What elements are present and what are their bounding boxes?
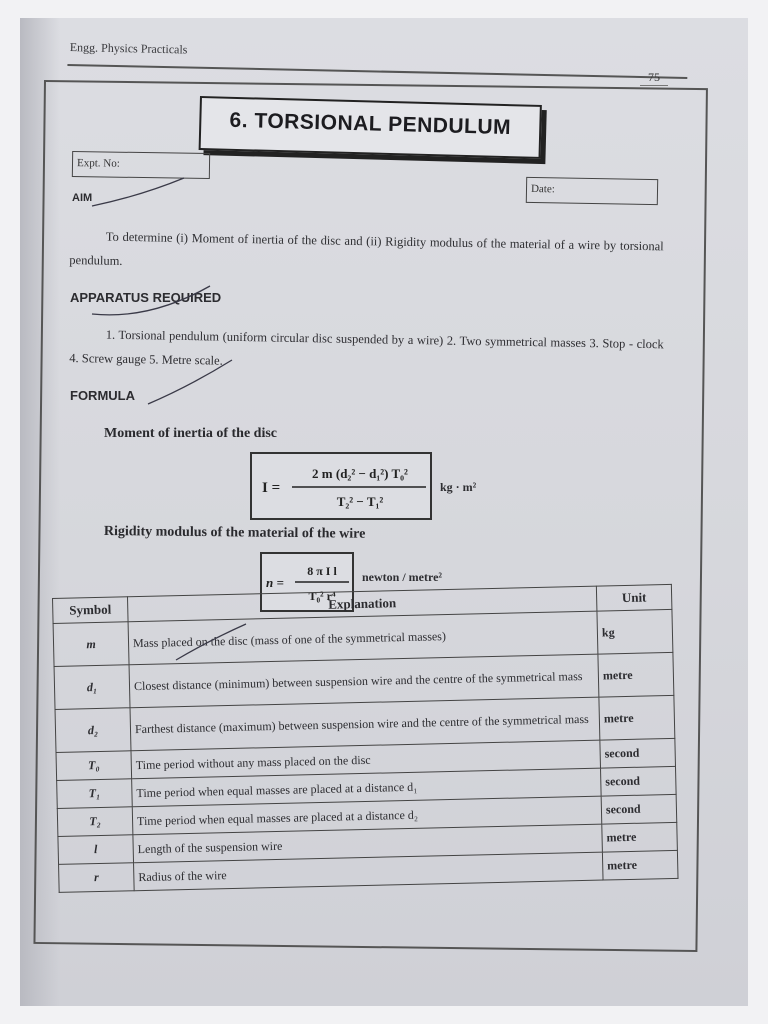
aim-heading: AIM xyxy=(72,192,93,204)
rigidity-unit: newton / metre² xyxy=(362,570,443,584)
formula-heading: FORMULA xyxy=(70,388,135,403)
rigidity-numerator: 8 π I l xyxy=(307,564,337,578)
moi-lhs: I = xyxy=(262,480,281,496)
table-cell-explanation: Mass placed on the disc (mass of one of the symmetrical masses) xyxy=(128,611,598,665)
moi-unit: kg · m² xyxy=(440,480,477,494)
table-cell-unit: second xyxy=(601,794,677,824)
apparatus-heading: APPARATUS REQUIRED xyxy=(70,290,222,305)
apparatus-text: 1. Torsional pendulum (uniform circular disc suspended by a wire) 2. Two symmetrical masses 3. Stop - clock 4. Screw gauge 5. Metre scale. xyxy=(69,327,664,368)
expt-no-label: Expt. No: xyxy=(76,157,120,170)
table-cell-unit: metre xyxy=(602,850,678,880)
table-cell-unit: kg xyxy=(597,609,673,654)
table-cell-unit: second xyxy=(600,738,676,768)
table-cell-explanation: Radius of the wire xyxy=(134,852,604,891)
column-header-unit: Unit xyxy=(596,584,672,611)
table-cell-explanation: Closest distance (minimum) between suspension wire and the centre of the symmetrical mass xyxy=(129,654,599,708)
table-cell-unit: metre xyxy=(598,652,674,697)
column-header-symbol: Symbol xyxy=(53,597,129,624)
table-cell-symbol: m xyxy=(53,622,129,667)
moi-denominator: T₂² − T₁² xyxy=(336,494,384,509)
title-box xyxy=(199,96,542,159)
date-label: Date: xyxy=(530,182,555,196)
table-cell-unit: metre xyxy=(602,822,678,852)
column-header-explanation: Explanation xyxy=(127,586,596,622)
moment-of-inertia-heading: Moment of inertia of the disc xyxy=(104,426,278,441)
table-cell-symbol: T₁ xyxy=(57,779,133,809)
table-cell-explanation: Length of the suspension wire xyxy=(133,824,603,863)
running-head-text: Engg. Physics Practicals xyxy=(69,40,188,57)
page-number: 75 xyxy=(640,70,668,86)
table-cell-explanation: Time period when equal masses are placed at a distance d₂ xyxy=(132,796,602,835)
table-cell-symbol: d₁ xyxy=(54,665,130,710)
aim-text: To determine (i) Moment of inertia of the disc and (ii) Rigidity modulus of the material of a wire by torsional pendulum. xyxy=(69,229,664,268)
expt-no-field xyxy=(72,151,210,179)
table-cell-symbol: T₂ xyxy=(57,807,133,837)
table-cell-symbol: d₂ xyxy=(55,708,131,753)
table-cell-explanation: Farthest distance (maximum) between suspension wire and the centre of the symmetrical mass xyxy=(130,697,600,751)
table-cell-unit: metre xyxy=(599,695,675,740)
table-cell-symbol: r xyxy=(59,863,135,893)
moi-formula-graphic xyxy=(252,454,430,518)
rigidity-denominator: T₀² r⁴ xyxy=(308,589,336,603)
symbol-table-wrapper xyxy=(52,584,679,893)
table-cell-unit: second xyxy=(601,766,677,796)
table-cell-symbol: T₀ xyxy=(56,751,132,781)
symbol-table xyxy=(52,584,679,893)
rigidity-modulus-heading: Rigidity modulus of the material of the wire xyxy=(103,524,366,542)
page-title: 6. TORSIONAL PENDULUM xyxy=(229,108,512,140)
date-field xyxy=(526,177,658,205)
table-cell-explanation: Time period when equal masses are placed at a distance d₁ xyxy=(132,768,602,807)
rigidity-lhs: n = xyxy=(266,575,284,590)
moment-of-inertia-formula xyxy=(250,452,432,520)
moi-numerator: 2 m (d₂² − d₁²) T₀² xyxy=(312,466,408,481)
table-cell-explanation: Time period without any mass placed on the disc xyxy=(131,740,601,779)
table-cell-symbol: l xyxy=(58,835,134,865)
